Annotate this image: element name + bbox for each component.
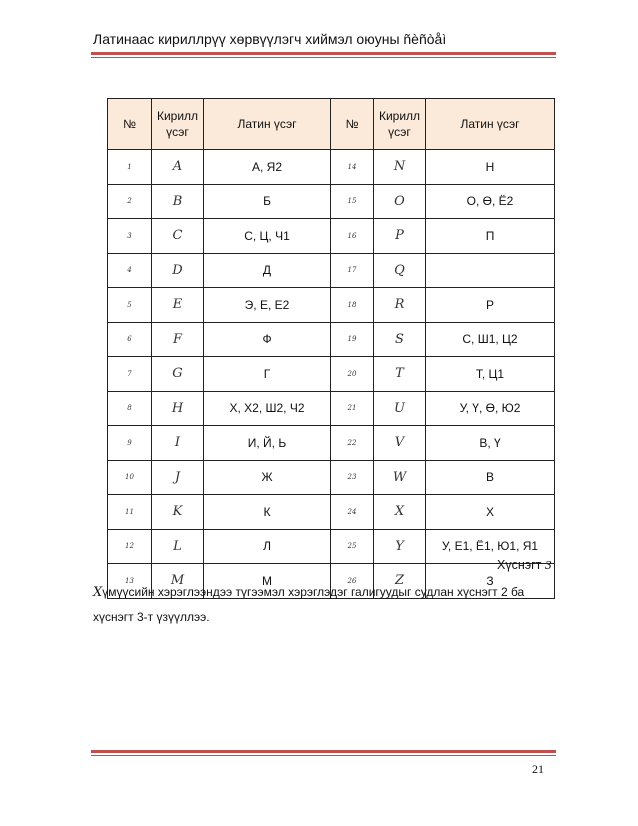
row-number: 16 xyxy=(331,219,374,254)
table-row xyxy=(108,150,555,185)
latin-script-letter: P xyxy=(374,219,426,254)
table-row xyxy=(108,322,555,357)
row-number: 6 xyxy=(108,322,152,357)
table-row xyxy=(108,391,555,426)
row-number: 12 xyxy=(108,529,152,564)
cyrillic-equivalent: О, Ө, Ё2 xyxy=(426,184,555,219)
cyrillic-equivalent: У, Е1, Ё1, Ю1, Я1 xyxy=(426,529,555,564)
col-header-latin-2: Латин үсэг xyxy=(426,99,555,150)
latin-script-letter: W xyxy=(374,460,426,495)
cyrillic-equivalent: И, Й, Ь xyxy=(204,426,331,461)
row-number: 21 xyxy=(331,391,374,426)
page-number: 21 xyxy=(532,762,544,776)
table-header-row xyxy=(108,99,555,150)
header-rule xyxy=(91,52,556,55)
row-number: 4 xyxy=(108,253,152,288)
cyrillic-equivalent: М xyxy=(204,564,331,599)
col-header-latin: Латин үсэг xyxy=(204,99,331,150)
latin-script-letter: D xyxy=(152,253,204,288)
row-number: 8 xyxy=(108,391,152,426)
cyrillic-equivalent: В, Ү xyxy=(426,426,555,461)
row-number: 19 xyxy=(331,322,374,357)
cyrillic-equivalent: С, Ш1, Ц2 xyxy=(426,322,555,357)
cyrillic-equivalent: Н xyxy=(426,150,555,185)
page-header-title: Латинаас кириллрүү хөрвүүлэгч хиймэл оюуны ñèñòåì xyxy=(93,31,447,47)
cyrillic-equivalent: Т, Ц1 xyxy=(426,357,555,392)
cyrillic-equivalent: В xyxy=(426,460,555,495)
footer-rule xyxy=(91,750,556,753)
transliteration-table xyxy=(107,98,555,599)
row-number: 1 xyxy=(108,150,152,185)
latin-script-letter: S xyxy=(374,322,426,357)
table-row xyxy=(108,219,555,254)
latin-script-letter: J xyxy=(152,460,204,495)
row-number: 2 xyxy=(108,184,152,219)
row-number: 17 xyxy=(331,253,374,288)
header-rule-thin xyxy=(91,57,556,58)
table-row xyxy=(108,495,555,530)
latin-script-letter: L xyxy=(152,529,204,564)
latin-script-letter: N xyxy=(374,150,426,185)
cyrillic-equivalent: Х xyxy=(426,495,555,530)
cyrillic-equivalent: Г xyxy=(204,357,331,392)
latin-script-letter: U xyxy=(374,391,426,426)
latin-script-letter: B xyxy=(152,184,204,219)
cyrillic-equivalent: Ф xyxy=(204,322,331,357)
row-number: 3 xyxy=(108,219,152,254)
latin-script-letter: R xyxy=(374,288,426,323)
row-number: 24 xyxy=(331,495,374,530)
col-header-cyrillic-2: Кирилл үсэг xyxy=(374,99,426,150)
cyrillic-equivalent: Ж xyxy=(204,460,331,495)
latin-script-letter: X xyxy=(374,495,426,530)
table-caption: Хүснэгт 3 xyxy=(497,558,552,572)
latin-script-letter: G xyxy=(152,357,204,392)
cyrillic-equivalent: Х, Х2, Ш2, Ч2 xyxy=(204,391,331,426)
row-number: 7 xyxy=(108,357,152,392)
row-number: 13 xyxy=(108,564,152,599)
row-number: 11 xyxy=(108,495,152,530)
cyrillic-equivalent: У, Ү, Ө, Ю2 xyxy=(426,391,555,426)
row-number: 25 xyxy=(331,529,374,564)
latin-script-letter: O xyxy=(374,184,426,219)
cyrillic-equivalent: К xyxy=(204,495,331,530)
row-number: 5 xyxy=(108,288,152,323)
cyrillic-equivalent: Д xyxy=(204,253,331,288)
table-row xyxy=(108,460,555,495)
row-number: 15 xyxy=(331,184,374,219)
latin-script-letter: Y xyxy=(374,529,426,564)
table-row xyxy=(108,529,555,564)
latin-script-letter: V xyxy=(374,426,426,461)
cyrillic-equivalent: З xyxy=(426,564,555,599)
col-header-num-2: № xyxy=(331,99,374,150)
latin-script-letter: C xyxy=(152,219,204,254)
latin-script-letter: E xyxy=(152,288,204,323)
table-row xyxy=(108,184,555,219)
cyrillic-equivalent: С, Ц, Ч1 xyxy=(204,219,331,254)
footer-rule-thin xyxy=(91,755,556,756)
cyrillic-equivalent: П xyxy=(426,219,555,254)
latin-script-letter: Q xyxy=(374,253,426,288)
row-number: 20 xyxy=(331,357,374,392)
latin-script-letter: F xyxy=(152,322,204,357)
latin-script-letter: Z xyxy=(374,564,426,599)
latin-script-letter: I xyxy=(152,426,204,461)
latin-script-letter: T xyxy=(374,357,426,392)
col-header-cyrillic: Кирилл үсэг xyxy=(152,99,204,150)
latin-script-letter: H xyxy=(152,391,204,426)
table-row xyxy=(108,253,555,288)
row-number: 18 xyxy=(331,288,374,323)
row-number: 10 xyxy=(108,460,152,495)
table-row xyxy=(108,426,555,461)
latin-script-letter: K xyxy=(152,495,204,530)
row-number: 22 xyxy=(331,426,374,461)
cyrillic-equivalent: Л xyxy=(204,529,331,564)
cyrillic-equivalent xyxy=(426,253,555,288)
row-number: 9 xyxy=(108,426,152,461)
cyrillic-equivalent: Р xyxy=(426,288,555,323)
cyrillic-equivalent: Б xyxy=(204,184,331,219)
cyrillic-equivalent: А, Я2 xyxy=(204,150,331,185)
row-number: 14 xyxy=(331,150,374,185)
cyrillic-equivalent: Э, Е, Е2 xyxy=(204,288,331,323)
row-number: 26 xyxy=(331,564,374,599)
row-number: 23 xyxy=(331,460,374,495)
table-row xyxy=(108,288,555,323)
latin-script-letter: A xyxy=(152,150,204,185)
body-paragraph: Хүмүүсийн хэрэглээндээ түгээмэл хэрэглэдэг галигуудыг судлан хүснэгт 2 ба хүснэгт 3-т үзүүллээ. xyxy=(93,585,525,624)
col-header-num: № xyxy=(108,99,152,150)
table-row xyxy=(108,357,555,392)
latin-script-letter: M xyxy=(152,564,204,599)
